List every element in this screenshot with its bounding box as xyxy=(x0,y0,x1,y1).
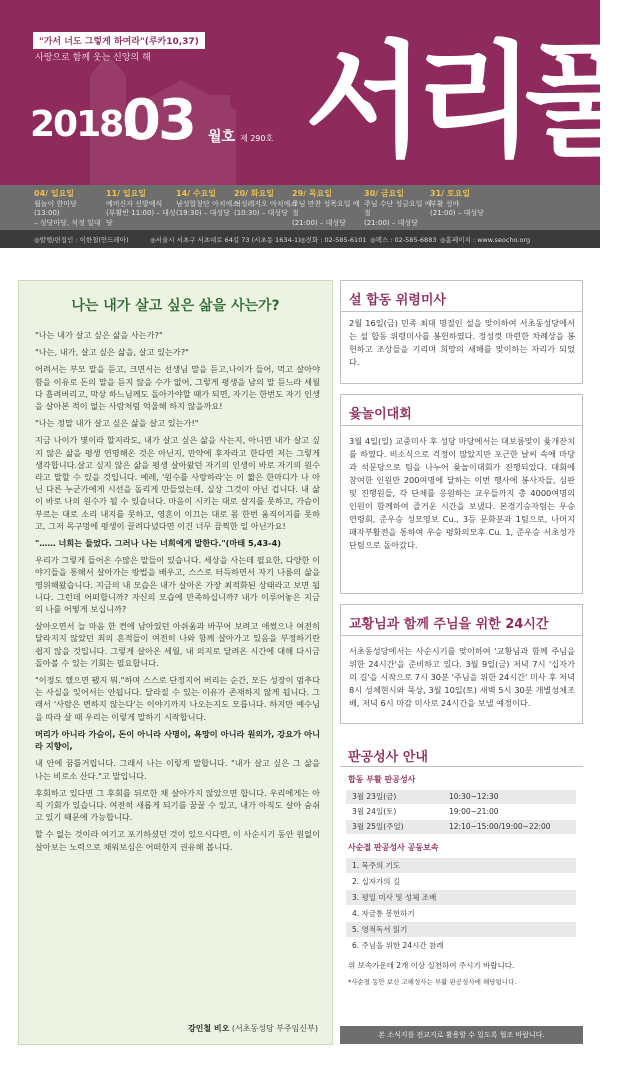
list-item: 6. 주님을 위한 24시간 참례 xyxy=(352,941,444,950)
subtitle: 사랑으로 함께 웃는 신앙의 해 xyxy=(35,53,151,63)
issue-label xyxy=(208,126,273,146)
article-author: 강인철 비오 (서초동성당 부주임신부) xyxy=(187,1024,318,1033)
article-paragraph: 내 안에 꿈틀거립니다. 그래서 나는 이렇게 말합니다. "내가 살고 싶은 그 삶을 나는 비로소 산다."고 말입니다. xyxy=(35,758,320,781)
section-title: 설 합동 위령미사 xyxy=(349,293,446,308)
schedule-item: 20/ 화요일 여성레지오 아치에스 (10:30) – 대성당 xyxy=(234,189,298,218)
note: 위 보속가운데 2개 이상 실천하여 주시기 바랍니다. xyxy=(348,961,515,970)
issue-date xyxy=(30,88,274,153)
issue-word: 월호 xyxy=(208,129,236,145)
divider xyxy=(340,766,583,767)
article-emphasis: 머리가 아니라 가슴이, 돈이 아니라 사명이, 욕망이 아니라 원의가, 강요가 아니라 지향이, xyxy=(35,728,320,752)
footnote: *사순절 동안 보신 고해성사는 부활 판공성사에 해당됩니다. xyxy=(348,978,517,986)
schedule-item: 11/ 일요일 예비신자 선발예식 (부활반 11:00) – 대성당 xyxy=(106,189,176,227)
masthead-title: 서리풀 xyxy=(305,30,634,174)
table-row: 3월 24일(토) 19:00~21:00 xyxy=(352,807,499,816)
subheading: 합동 부활 판공성사 xyxy=(348,775,416,784)
divider xyxy=(341,311,582,312)
schedule-item: 04/ 일요일 월놀이 한마당 (13:00) – 성당마당, 석정 일대 xyxy=(34,189,101,227)
footer-bar: 본 소식지를 전교지로 활용할 수 있도록 협조 바랍니다. xyxy=(340,1026,583,1044)
phone: ◎전화 : 02-585-6101 xyxy=(300,236,367,244)
main-article xyxy=(18,280,333,1045)
section-confession xyxy=(340,738,583,1030)
fax: ◎팩스 : 02-585-6883 xyxy=(370,236,437,244)
article-paragraph: 어려서는 부모 말을 듣고, 크면서는 선생님 말을 듣고,나이가 들어, 먹고 살아야 함을 이유로 돈의 말을 듣지 않을 수가 없어, 그렇게 평생을 남의 말 듣느라 세월 다 흘려버리고, 막상 하느님께도 돌아가야할 때가 되면, 자기는 한번도 자기 인생을 살아본 적이 없는 사람처럼 억울해 하지 않을까요! xyxy=(35,364,320,412)
article-paragraph: 후회하고 있다면 그 후회를 뒤로한 채 살아가지 않았으면 합니다. 우리에게는 아직 기회가 있습니다. 여전히 새롭게 되기를 꿈꿀 수 있고, 내가 아직도 살아 숨쉬고 있기 때문에 가능합니다. xyxy=(35,787,320,823)
article-paragraph: 지금 나이가 몇이라 할지라도, 내가 살고 싶은 삶을 사는지, 아니면 내가 살고 싶지 않은 삶을 평생 연명해온 것은 아닌지, 만약에 후자라고 한다면 저는 그렇게 생각합니다.살고 싶지 않은 삶을 평생 살아왔던 자기의 인생이 바로 자기의 원수라고 말할 수 있을 것입니다. 예레, '원수를 사랑하라'는 이 짧은 한마디가 나 아닌 다른 누군가에게 시선을 돌리게 만들었는데, 실상 그것이 아닌 겁니다. 내 삶이 바로 나의 원수가 될 수 있습니다. 마음이 시키는 대로 살지를 못하고, 가슴이 부르는 대로 소리 내지를 못하고, 영혼이 이끄는 대로 몸 한번 움직이지를 못하고, 그저 목구멍에 평생이 끌려다녔다면 이건 너무 끔찍한 일 아닌가요! xyxy=(35,435,320,531)
list-item: 2. 십자가의 길 xyxy=(352,877,401,886)
schedule-bar xyxy=(0,185,600,230)
article-paragraph: "나는 내가 살고 싶은 삶을 사는가?" xyxy=(35,330,163,340)
article-paragraph: 우리가 그렇게 들어온 수많은 말들이 있습니다. 세상을 사는데 필요한, 다양한 이야기들을 통해서 살아가는 방법을 배우고, 스스로 터득하면서 자기 나름의 삶을 영위해왔습니다. 지금의 내 모습은 내가 살아온 가장 최적화된 상태라고 보면 됩니다. 그런데 어떠합니까? 자신의 모습에 만족하십니까? 내가 이루어놓은 지금의 나를 어떻게 보십니까? xyxy=(35,555,320,615)
section-text: 서초동성당에서는 사순시기를 맞이하여 '교황님과 함께 주님을 위한 24시간'을 준비하고 있다. 3월 9일(금) 저녁 7시 '십자가의 길'을 시작으로 7시 30분 '주님을 위한 24시간' 미사 후 저녁 8시 성체현시와 묵상, 3월 10일(토) 새벽 5시 30분 개별성체조배, 저녁 6시 마감 미사로 24시간을 보낼 예정이다. xyxy=(349,646,575,708)
section-title: 윷놀이대회 xyxy=(349,407,412,422)
section-text: 3월 4일(일) 교중미사 후 성당 마당에서는 대보름맞이 윷개잔치를 하였다. 비소식으로 걱정이 많았지만 포근한 날씨 속에 마당과 석문당으로 팀을 나누어 윷놀이대회가 진행되었다. 대회에 참여한 인원만 200여명에 달하는 이번 행사에 봉사자들, 심판 및 진행원들, 각 단체를 응원하는 교우들까지 총 4000여명의 인원이 함께하여 즐거운 시간을 보냈다. 본경기승자팀는 우승 연령회, 준우승 성모영보 Cu., 3등 문화분과 1팀으로, 나머지 패자부활전을 통하여 우승 평화의모후 Cu. 1, 준우승 서초성가단팀으로 돌아갔다. xyxy=(349,436,575,550)
homepage-link[interactable]: ◎홈페이지 : www.seocho.org xyxy=(440,236,531,244)
article-paragraph: 할 수 없는 것이라 여기고 포기하셨던 것이 있으시다면, 이 사순시기 동안 원없이 살아보는 노력으로 채워보심은 어떠한지 권유해 봅니다. xyxy=(35,829,320,852)
schedule-item: 14/ 수요일 남성합창단 아치에스 (19:30) – 대성당 xyxy=(176,189,240,218)
article-body xyxy=(35,329,320,858)
masthead xyxy=(0,0,634,185)
article-paragraph: 살아오면서 늘 마음 한 켠에 남아있던 아쉬움과 바꾸어 보려고 애썼으나 여전히 달라지지 않았던 죄의 흔적들이 여전히 나와 함께 살아가고 있음을 부정하기란 쉽지 않을 것입니다. 그렇게 살아온 세월, 내 의지로 달려온 시간에 대해 다시금 돌아볼 수 있는 기회는 필요합니다. xyxy=(35,621,320,668)
section-text: 2월 16일(금) 민족 최대 명절인 설을 맞이하여 서초동성당에서는 설 합동 위령미사를 봉헌하였다. 정성껏 마련한 차례상을 봉헌하고 조상들을 기리며 희망의 새해를 맞이하는 자리가 되었다. xyxy=(349,318,575,367)
issue-month: 03 xyxy=(122,88,194,153)
article-paragraph: "나는, 내가, 살고 싶은 삶을, 살고 있는가?" xyxy=(35,347,189,358)
section-yut-games xyxy=(340,394,583,594)
issue-year: 2018. xyxy=(30,104,134,145)
section-24-hours xyxy=(340,604,583,724)
article-title: 나는 내가 살고 싶은 삶을 사는가? xyxy=(71,298,280,314)
article-paragraph: "나는 정말 내가 살고 싶은 삶을 살고 있는가!" xyxy=(35,418,199,429)
table-row: 3월 23일(금) 10:30~12:30 xyxy=(346,790,576,804)
bible-verse: "…… 너희는 들었다. 그러나 나는 너희에게 말한다."(마태 5,43-4) xyxy=(35,538,282,549)
list-item: 1. 묵주의 기도 xyxy=(346,858,576,873)
list-item: 3. 평일 미사 및 성체 조배 xyxy=(346,890,576,905)
section-title: 교황님과 함께 주님을 위한 24시간 xyxy=(349,617,549,632)
section-new-year-mass xyxy=(340,280,583,384)
tagline: "가서 너도 그렇게 하여라"(루카10,37) xyxy=(33,32,205,49)
divider xyxy=(341,425,582,426)
table-row: 3월 25일(주일) 12:10~15:00/19:00~22:00 xyxy=(346,820,576,834)
contact-bar xyxy=(0,230,600,248)
schedule-item: 30/ 금요일 주님 수난 성금요일 예절 (21:00) – 대성당 xyxy=(364,189,432,227)
address: ◎서울시 서초구 서초대로 64길 73 (서초동 1634-1) xyxy=(150,236,301,244)
divider xyxy=(341,635,582,636)
schedule-item: 29/ 목요일 주님 만찬 성목요일 예절 (21:00) – 대성당 xyxy=(292,189,360,227)
article-paragraph: "이정도 했으면 됐지 뭐."하며 스스로 단정지어 버리는 순간, 모든 성장이 멈추다는 사실을 잊어서는 안됩니다. 달라질 수 있는 이유가 존재하지 않게 됩니다. 그래서 '사람은 변하지 않는다'는 이야기까지 나오는지도 모릅니다. 하지만 예수님을 따라 살 때 우리는 이렇게 말하기 시작합니다. xyxy=(35,675,320,722)
schedule-item: 31/ 토요일 부활 성야 (21:00) – 대성당 xyxy=(430,189,484,218)
list-item: 5. 영적독서 읽기 xyxy=(346,922,576,937)
section-title: 판공성사 안내 xyxy=(348,750,428,765)
subheading: 사순절 판공성사 공동보속 xyxy=(348,843,439,852)
publisher: ◎발행/편집인 : 이한철(안드레아) xyxy=(34,236,129,244)
list-item: 4. 자금통 봉헌하기 xyxy=(352,909,415,918)
issue-number: 제 290호 xyxy=(239,134,274,143)
